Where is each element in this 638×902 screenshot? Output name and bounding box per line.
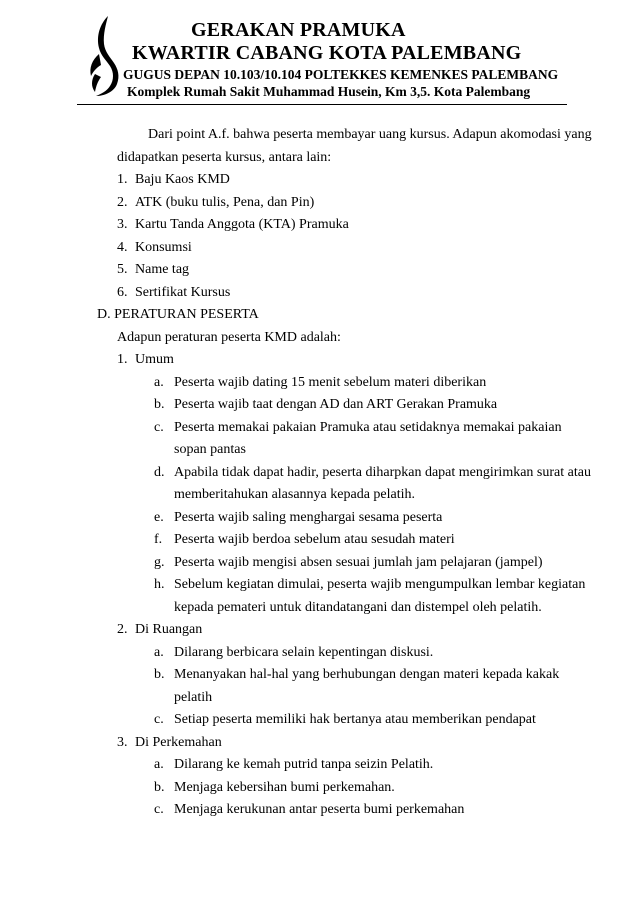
rule-item-letter: g. [154,555,165,570]
rule-item-text: Sebelum kegiatan dimulai, peserta wajib mengumpulkan lembar kegiatan [174,577,586,592]
rule-item-letter: a. [154,375,164,390]
header-divider [77,104,567,105]
list-item-text: ATK (buku tulis, Pena, dan Pin) [135,195,315,210]
list-item-number: 3. [117,217,128,232]
rule-item-letter: c. [154,420,164,435]
rule-item-letter: f. [154,532,163,547]
rule-item-letter: e. [154,510,164,525]
rule-item-letter: a. [154,757,164,772]
rule-group-title: Di Perkemahan [135,735,222,750]
rule-item-letter: d. [154,465,165,480]
org-subtitle: KWARTIR CABANG KOTA PALEMBANG [132,42,522,64]
list-item-text: Kartu Tanda Anggota (KTA) Pramuka [135,217,349,232]
rule-item-letter: h. [154,577,165,592]
rule-item-text: Peserta wajib taat dengan AD dan ART Gerakan Pramuka [174,397,498,412]
rule-item-text: pelatih [174,690,213,705]
section-intro: Adapun peraturan peserta KMD adalah: [117,330,341,345]
list-item-text: Sertifikat Kursus [135,285,231,300]
rule-item-text: Setiap peserta memiliki hak bertanya atau memberikan pendapat [174,712,536,727]
rule-item-letter: a. [154,645,164,660]
list-item-number: 4. [117,240,128,255]
list-item-number: 1. [117,172,128,187]
list-item-text: Baju Kaos KMD [135,172,230,187]
intro-line: didapatkan peserta kursus, antara lain: [117,150,332,165]
rule-item-text: memberitahukan alasannya kepada pelatih. [174,487,416,502]
rule-item-letter: b. [154,397,165,412]
rule-item-text: Peserta wajib mengisi absen sesuai jumlah jam pelajaran (jampel) [174,555,543,570]
list-item-number: 5. [117,262,128,277]
intro-line: Dari point A.f. bahwa peserta membayar uang kursus. Adapun akomodasi yang [148,127,592,142]
tunas-kelapa-logo-icon [86,14,122,98]
rule-item-text: Dilarang berbicara selain kepentingan diskusi. [174,645,434,660]
rule-item-text: Menjaga kerukunan antar peserta bumi perkemahan [174,802,465,817]
rule-item-text: sopan pantas [174,442,246,457]
rule-item-text: Menjaga kebersihan bumi perkemahan. [174,780,395,795]
rule-item-text: Peserta wajib saling menghargai sesama peserta [174,510,443,525]
rule-item-letter: b. [154,667,165,682]
rule-group-number: 1. [117,352,128,367]
rule-group-title: Umum [135,352,174,367]
list-item-number: 6. [117,285,128,300]
rule-item-letter: b. [154,780,165,795]
list-item-number: 2. [117,195,128,210]
section-heading: D. PERATURAN PESERTA [97,307,259,322]
rule-item-text: Peserta wajib dating 15 menit sebelum materi diberikan [174,375,487,390]
rule-group-number: 3. [117,735,128,750]
rule-item-text: Peserta wajib berdoa sebelum atau sesudah materi [174,532,455,547]
list-item-text: Konsumsi [135,240,192,255]
rule-group-number: 2. [117,622,128,637]
rule-item-text: Menanyakan hal-hal yang berhubungan dengan materi kepada kakak [174,667,560,682]
rule-item-text: Apabila tidak dapat hadir, peserta diharpkan dapat mengirimkan surat atau [174,465,591,480]
rule-item-text: kepada pemateri untuk ditandatangani dan distempel oleh pelatih. [174,600,542,615]
list-item-text: Name tag [135,262,190,277]
rule-group-title: Di Ruangan [135,622,203,637]
rule-item-text: Dilarang ke kemah putrid tanpa seizin Pelatih. [174,757,434,772]
rule-item-letter: c. [154,712,164,727]
rule-item-text: Peserta memakai pakaian Pramuka atau setidaknya memakai pakaian [174,420,562,435]
org-unit: GUGUS DEPAN 10.103/10.104 POLTEKKES KEMENKES PALEMBANG [123,67,559,82]
org-title: GERAKAN PRAMUKA [191,19,406,41]
org-address: Komplek Rumah Sakit Muhammad Husein, Km 3,5. Kota Palembang [127,84,531,99]
rule-item-letter: c. [154,802,164,817]
